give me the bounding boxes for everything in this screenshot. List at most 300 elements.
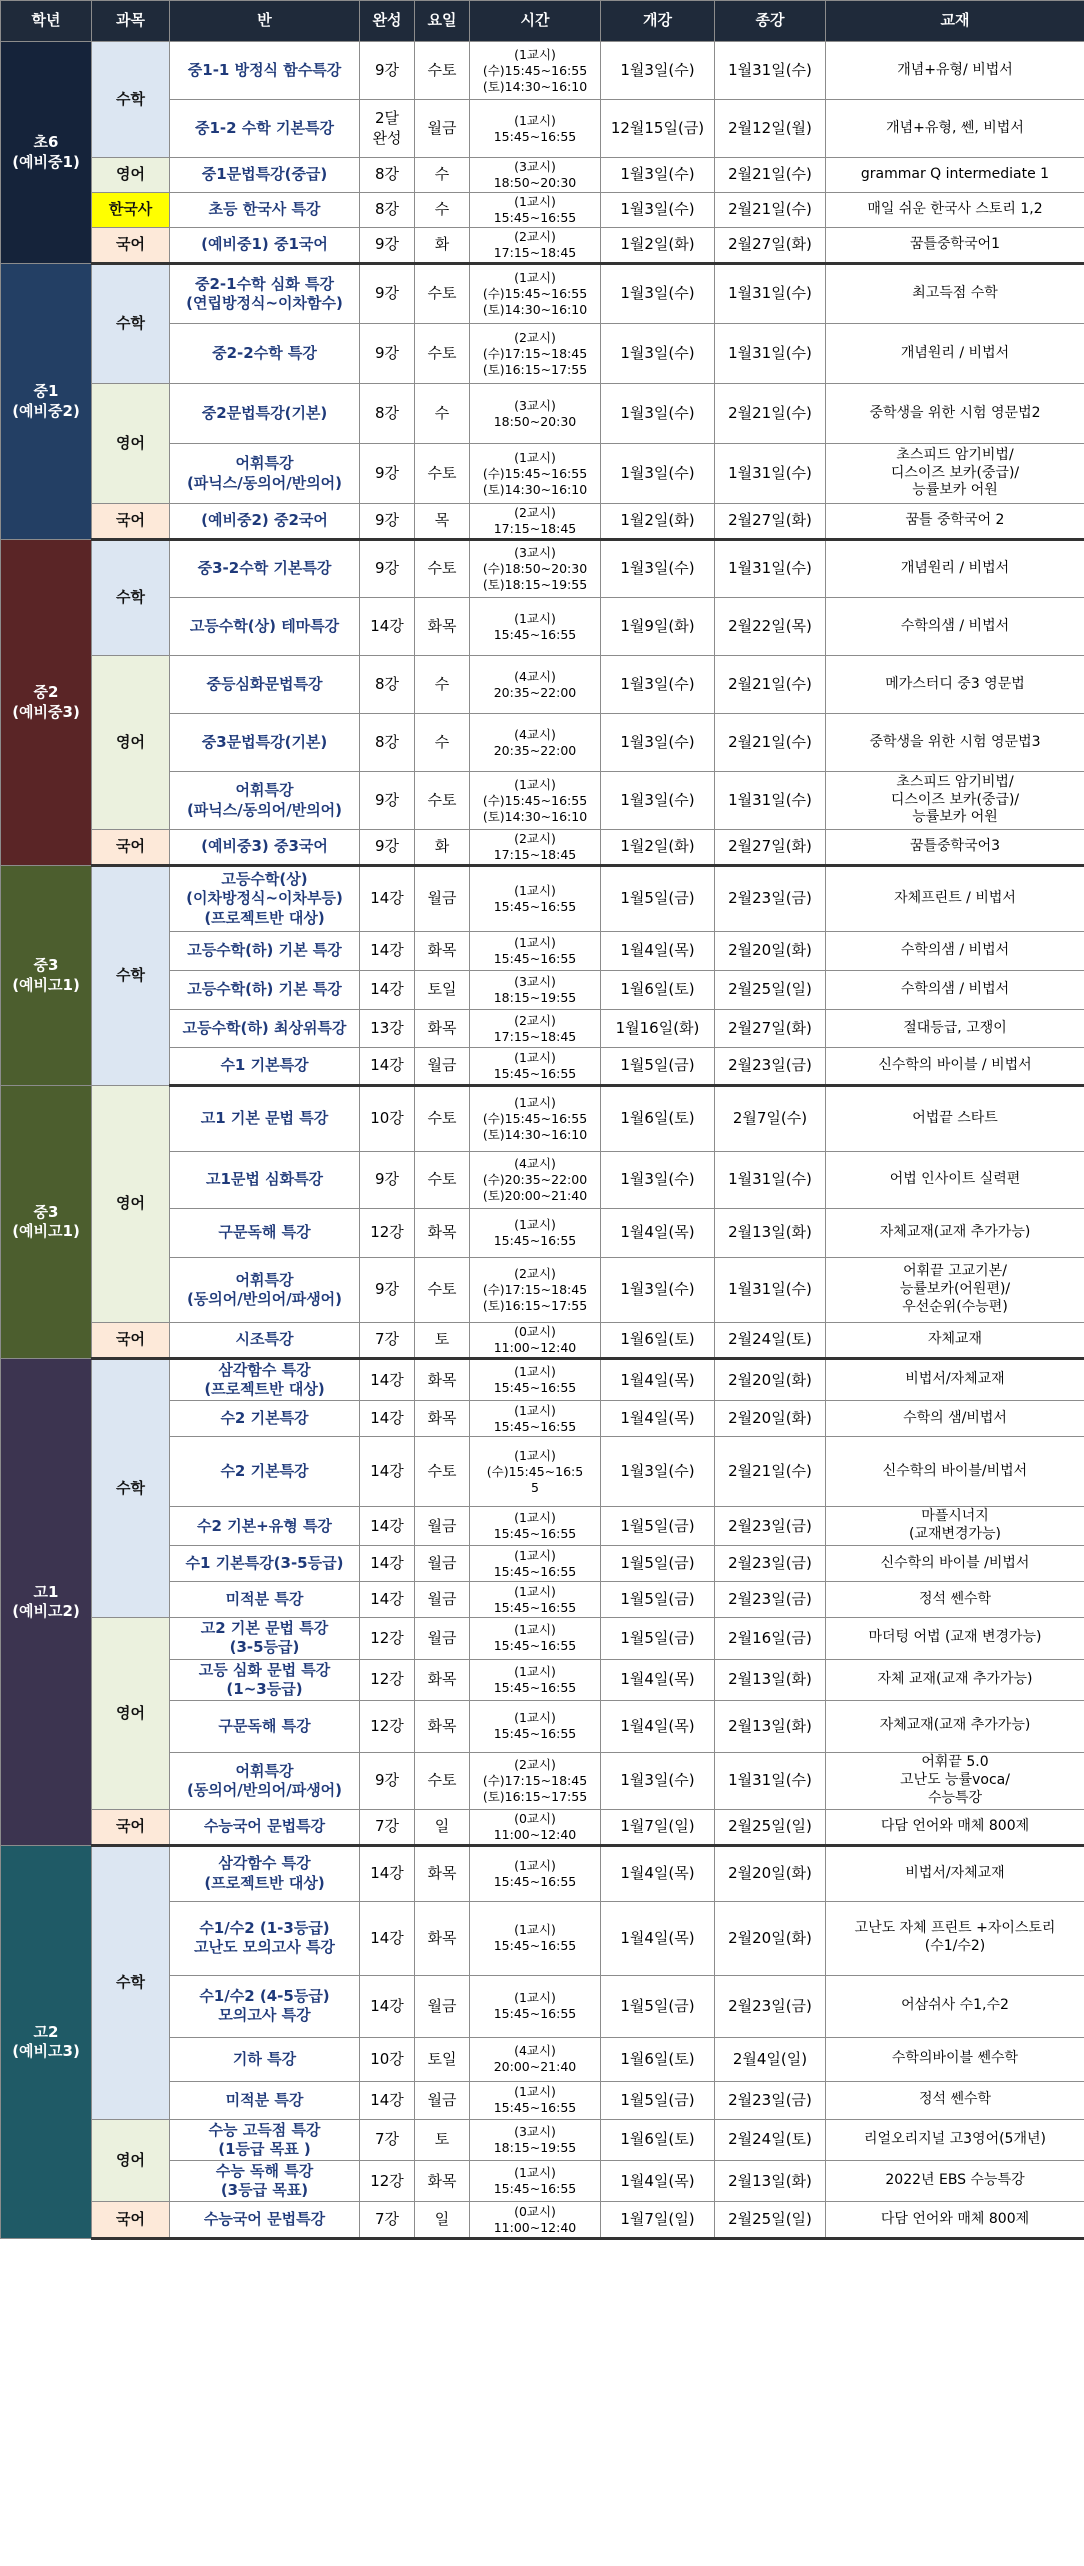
session-count-cell: 9강 [360,42,415,100]
class-name-cell: 중2-2수학 특강 [170,324,360,384]
textbook-cell: 개념원리 / 비법서 [826,540,1084,598]
weekday-cell: 토일 [415,971,470,1010]
session-count-cell: 14강 [360,866,415,932]
textbook-cell: 어법 인사이트 실력편 [826,1152,1084,1209]
textbook-cell: 개념+유형/ 비법서 [826,42,1084,100]
class-name-cell: 어휘특강 (파닉스/동의어/반의어) [170,444,360,504]
weekday-cell: 화목 [415,1359,470,1401]
end-date-cell: 2월27일(화) [715,1010,826,1048]
session-count-cell: 14강 [360,1048,415,1086]
table-row [1,193,1084,228]
weekday-cell: 일 [415,2202,470,2239]
textbook-cell: 개념원리 / 비법서 [826,324,1084,384]
time-cell: (2교시) (수)17:15~18:45 (토)16:15~17:55 [470,324,601,384]
start-date-cell: 1월2일(화) [601,228,715,264]
class-name-cell: 중2문법특강(기본) [170,384,360,444]
end-date-cell: 2월12일(월) [715,100,826,158]
start-date-cell: 1월4일(목) [601,1209,715,1258]
table-row [1,830,1084,866]
end-date-cell: 2월16일(금) [715,1618,826,1659]
table-row [1,1618,1084,1659]
class-name-cell: 고등수학(하) 기본 특강 [170,932,360,971]
start-date-cell: 1월3일(수) [601,444,715,504]
time-cell: (2교시) 17:15~18:45 [470,1010,601,1048]
class-name-cell: 고등수학(하) 최상위특강 [170,1010,360,1048]
end-date-cell: 2월13일(화) [715,1209,826,1258]
end-date-cell: 2월21일(수) [715,1437,826,1507]
time-cell: (4교시) 20:35~22:00 [470,656,601,714]
textbook-cell: 자체교재(교재 추가가능) [826,1700,1084,1752]
start-date-cell: 1월3일(수) [601,1752,715,1809]
end-date-cell: 2월20일(화) [715,932,826,971]
class-name-cell: 고등수학(상) (이차방정식~이차부등) (프로젝트반 대상) [170,866,360,932]
weekday-cell: 수토 [415,1258,470,1323]
weekday-cell: 화 [415,830,470,866]
textbook-cell: 매일 쉬운 한국사 스토리 1,2 [826,193,1084,228]
subject-cell: 수학 [92,866,170,1086]
textbook-cell: 꿈틀중학국어3 [826,830,1084,866]
session-count-cell: 12강 [360,1700,415,1752]
class-name-cell: 수2 기본특강 [170,1437,360,1507]
end-date-cell: 2월4일(일) [715,2037,826,2081]
session-count-cell: 14강 [360,932,415,971]
start-date-cell: 1월4일(목) [601,1700,715,1752]
weekday-cell: 수토 [415,540,470,598]
session-count-cell: 14강 [360,1437,415,1507]
schedule-body [1,42,1084,2239]
subject-cell: 국어 [92,228,170,264]
session-count-cell: 14강 [360,1975,415,2037]
table-row [1,1086,1084,1152]
end-date-cell: 2월20일(화) [715,1401,826,1437]
textbook-cell: 다담 언어와 매체 800제 [826,1809,1084,1845]
class-name-cell: 중3-2수학 기본특강 [170,540,360,598]
end-date-cell: 1월31일(수) [715,264,826,324]
end-date-cell: 2월23일(금) [715,1546,826,1582]
class-name-cell: 중1문법특강(중급) [170,158,360,193]
class-name-cell: 어휘특강 (동의어/반의어/파생어) [170,1258,360,1323]
table-row [1,866,1084,932]
session-count-cell: 9강 [360,228,415,264]
start-date-cell: 1월3일(수) [601,714,715,772]
session-count-cell: 14강 [360,1901,415,1975]
session-count-cell: 7강 [360,1809,415,1845]
class-name-cell: 어휘특강 (파닉스/동의어/반의어) [170,772,360,830]
start-date-cell: 1월2일(화) [601,504,715,540]
session-count-cell: 14강 [360,1546,415,1582]
textbook-cell: 비법서/자체교재 [826,1359,1084,1401]
end-date-cell: 2월20일(화) [715,1845,826,1901]
start-date-cell: 1월9일(화) [601,598,715,656]
textbook-cell: 자체교재(교재 추가가능) [826,1209,1084,1258]
end-date-cell: 2월13일(화) [715,1659,826,1700]
class-name-cell: 수1 기본특강 [170,1048,360,1086]
textbook-cell: 중학생을 위한 시험 영문법2 [826,384,1084,444]
start-date-cell: 1월3일(수) [601,540,715,598]
subject-cell: 국어 [92,1809,170,1845]
time-cell: (2교시) (수)17:15~18:45 (토)16:15~17:55 [470,1258,601,1323]
weekday-cell: 수 [415,384,470,444]
textbook-cell: 2022년 EBS 수능특강 [826,2161,1084,2202]
start-date-cell: 1월3일(수) [601,384,715,444]
end-date-cell: 2월23일(금) [715,866,826,932]
table-row [1,1845,1084,1901]
table-row [1,1323,1084,1359]
start-date-cell: 1월5일(금) [601,1582,715,1618]
table-row [1,264,1084,324]
session-count-cell: 9강 [360,264,415,324]
end-date-cell: 1월31일(수) [715,772,826,830]
time-cell: (1교시) (수)15:45~16:55 (토)14:30~16:10 [470,444,601,504]
start-date-cell: 1월2일(화) [601,830,715,866]
textbook-cell: 수학의 샘/비법서 [826,1401,1084,1437]
weekday-cell: 화 [415,228,470,264]
time-cell: (3교시) 18:50~20:30 [470,384,601,444]
session-count-cell: 8강 [360,384,415,444]
end-date-cell: 2월22일(목) [715,598,826,656]
end-date-cell: 2월13일(화) [715,2161,826,2202]
time-cell: (1교시) 15:45~16:55 [470,866,601,932]
weekday-cell: 월금 [415,2081,470,2119]
table-row [1,656,1084,714]
time-cell: (1교시) 15:45~16:55 [470,1209,601,1258]
session-count-cell: 7강 [360,1323,415,1359]
session-count-cell: 14강 [360,598,415,656]
weekday-cell: 수 [415,193,470,228]
class-name-cell: 수1 기본특강(3-5등급) [170,1546,360,1582]
end-date-cell: 2월24일(토) [715,2119,826,2160]
table-row [1,228,1084,264]
weekday-cell: 수토 [415,1437,470,1507]
weekday-cell: 수 [415,656,470,714]
end-date-cell: 1월31일(수) [715,324,826,384]
textbook-cell: 자체프린트 / 비법서 [826,866,1084,932]
class-name-cell: 기하 특강 [170,2037,360,2081]
weekday-cell: 화목 [415,1209,470,1258]
time-cell: (1교시) 15:45~16:55 [470,100,601,158]
start-date-cell: 1월6일(토) [601,1086,715,1152]
time-cell: (1교시) 15:45~16:55 [470,1700,601,1752]
time-cell: (1교시) 15:45~16:55 [470,1659,601,1700]
textbook-cell: 꿈틀중학국어1 [826,228,1084,264]
subject-cell: 수학 [92,264,170,384]
end-date-cell: 2월27일(화) [715,504,826,540]
textbook-cell: 어삼쉬사 수1,수2 [826,1975,1084,2037]
time-cell: (1교시) 15:45~16:55 [470,1618,601,1659]
start-date-cell: 1월3일(수) [601,1152,715,1209]
end-date-cell: 2월23일(금) [715,1507,826,1546]
time-cell: (1교시) 15:45~16:55 [470,1048,601,1086]
session-count-cell: 8강 [360,158,415,193]
end-date-cell: 2월13일(화) [715,1700,826,1752]
session-count-cell: 14강 [360,1582,415,1618]
start-date-cell: 1월4일(목) [601,932,715,971]
class-name-cell: 고2 기본 문법 특강 (3-5등급) [170,1618,360,1659]
start-date-cell: 1월5일(금) [601,1507,715,1546]
table-row [1,384,1084,444]
table-row [1,1809,1084,1845]
time-cell: (2교시) (수)17:15~18:45 (토)16:15~17:55 [470,1752,601,1809]
table-row [1,42,1084,100]
end-date-cell: 2월27일(화) [715,228,826,264]
class-name-cell: 삼각함수 특강 (프로젝트반 대상) [170,1845,360,1901]
end-date-cell: 2월25일(일) [715,1809,826,1845]
textbook-cell: 정석 쎈수학 [826,2081,1084,2119]
time-cell: (0교시) 11:00~12:40 [470,1323,601,1359]
end-date-cell: 2월24일(토) [715,1323,826,1359]
textbook-cell: grammar Q intermediate 1 [826,158,1084,193]
start-date-cell: 1월4일(목) [601,1901,715,1975]
weekday-cell: 수토 [415,42,470,100]
weekday-cell: 수토 [415,324,470,384]
time-cell: (1교시) 15:45~16:55 [470,932,601,971]
time-cell: (1교시) (수)15:45~16:55 (토)14:30~16:10 [470,264,601,324]
end-date-cell: 2월7일(수) [715,1086,826,1152]
header-class: 반 [170,1,360,42]
class-name-cell: 중2-1수학 심화 특강 (연립방정식~이차함수) [170,264,360,324]
time-cell: (1교시) 15:45~16:55 [470,2081,601,2119]
end-date-cell: 2월20일(화) [715,1359,826,1401]
weekday-cell: 수토 [415,1086,470,1152]
subject-cell: 수학 [92,1845,170,2119]
start-date-cell: 1월6일(토) [601,2037,715,2081]
header-days: 요일 [415,1,470,42]
start-date-cell: 12월15일(금) [601,100,715,158]
class-name-cell: 고1문법 심화특강 [170,1152,360,1209]
end-date-cell: 1월31일(수) [715,1152,826,1209]
header-grade: 학년 [1,1,92,42]
session-count-cell: 9강 [360,540,415,598]
class-name-cell: 미적분 특강 [170,2081,360,2119]
weekday-cell: 목 [415,504,470,540]
class-name-cell: (예비중2) 중2국어 [170,504,360,540]
weekday-cell: 월금 [415,866,470,932]
class-name-cell: 중1-1 방정식 함수특강 [170,42,360,100]
header-row [1,1,1084,42]
weekday-cell: 일 [415,1809,470,1845]
weekday-cell: 수 [415,714,470,772]
session-count-cell: 14강 [360,971,415,1010]
session-count-cell: 2달 완성 [360,100,415,158]
subject-cell: 국어 [92,504,170,540]
weekday-cell: 월금 [415,1546,470,1582]
start-date-cell: 1월5일(금) [601,1048,715,1086]
class-name-cell: 수능국어 문법특강 [170,2202,360,2239]
header-subject: 과목 [92,1,170,42]
weekday-cell: 수토 [415,1152,470,1209]
end-date-cell: 2월21일(수) [715,656,826,714]
weekday-cell: 수 [415,158,470,193]
session-count-cell: 13강 [360,1010,415,1048]
textbook-cell: 개념+유형, 쎈, 비법서 [826,100,1084,158]
session-count-cell: 12강 [360,2161,415,2202]
header-time: 시간 [470,1,601,42]
end-date-cell: 2월21일(수) [715,714,826,772]
subject-cell: 수학 [92,42,170,158]
time-cell: (1교시) 15:45~16:55 [470,1546,601,1582]
textbook-cell: 초스피드 암기비법/ 디스이즈 보카(중급)/ 능률보카 어원 [826,772,1084,830]
time-cell: (2교시) 17:15~18:45 [470,504,601,540]
time-cell: (1교시) 15:45~16:55 [470,1507,601,1546]
class-name-cell: 구문독해 특강 [170,1209,360,1258]
table-row [1,540,1084,598]
subject-cell: 수학 [92,1359,170,1618]
table-row [1,2202,1084,2239]
textbook-cell: 중학생을 위한 시험 영문법3 [826,714,1084,772]
table-row [1,1359,1084,1401]
class-name-cell: 구문독해 특강 [170,1700,360,1752]
end-date-cell: 2월23일(금) [715,1048,826,1086]
subject-cell: 영어 [92,384,170,504]
class-name-cell: (예비중3) 중3국어 [170,830,360,866]
class-name-cell: 수2 기본+유형 특강 [170,1507,360,1546]
end-date-cell: 2월23일(금) [715,1975,826,2037]
session-count-cell: 14강 [360,1401,415,1437]
end-date-cell: 2월23일(금) [715,2081,826,2119]
start-date-cell: 1월6일(토) [601,2119,715,2160]
time-cell: (3교시) (수)18:50~20:30 (토)18:15~19:55 [470,540,601,598]
session-count-cell: 9강 [360,772,415,830]
time-cell: (3교시) 18:15~19:55 [470,2119,601,2160]
grade-cell: 중3 (예비고1) [1,1086,92,1359]
class-name-cell: 중3문법특강(기본) [170,714,360,772]
weekday-cell: 화목 [415,932,470,971]
weekday-cell: 수토 [415,264,470,324]
time-cell: (4교시) 20:35~22:00 [470,714,601,772]
subject-cell: 수학 [92,540,170,656]
subject-cell: 영어 [92,1618,170,1809]
session-count-cell: 8강 [360,714,415,772]
weekday-cell: 토일 [415,2037,470,2081]
header-end: 종강 [715,1,826,42]
weekday-cell: 화목 [415,1010,470,1048]
start-date-cell: 1월3일(수) [601,42,715,100]
table-row [1,158,1084,193]
grade-cell: 고2 (예비고3) [1,1845,92,2239]
end-date-cell: 2월25일(일) [715,971,826,1010]
header-start: 개강 [601,1,715,42]
subject-cell: 영어 [92,2119,170,2202]
weekday-cell: 월금 [415,1582,470,1618]
weekday-cell: 수토 [415,1752,470,1809]
session-count-cell: 12강 [360,1659,415,1700]
textbook-cell: 신수학의 바이블 /비법서 [826,1546,1084,1582]
start-date-cell: 1월3일(수) [601,1258,715,1323]
subject-cell: 국어 [92,830,170,866]
weekday-cell: 토 [415,2119,470,2160]
textbook-cell: 최고득점 수학 [826,264,1084,324]
weekday-cell: 화목 [415,1901,470,1975]
session-count-cell: 14강 [360,1359,415,1401]
table-row [1,2119,1084,2160]
time-cell: (2교시) 17:15~18:45 [470,830,601,866]
weekday-cell: 월금 [415,100,470,158]
time-cell: (1교시) 15:45~16:55 [470,1582,601,1618]
subject-cell: 국어 [92,1323,170,1359]
class-name-cell: 중등심화문법특강 [170,656,360,714]
end-date-cell: 2월21일(수) [715,158,826,193]
class-name-cell: 고등수학(하) 기본 특강 [170,971,360,1010]
session-count-cell: 10강 [360,2037,415,2081]
session-count-cell: 9강 [360,830,415,866]
class-name-cell: 중1-2 수학 기본특강 [170,100,360,158]
class-name-cell: 수능국어 문법특강 [170,1809,360,1845]
textbook-cell: 초스피드 암기비법/ 디스이즈 보카(중급)/ 능률보카 어원 [826,444,1084,504]
subject-cell: 영어 [92,1086,170,1323]
start-date-cell: 1월5일(금) [601,1618,715,1659]
session-count-cell: 10강 [360,1086,415,1152]
textbook-cell: 리얼오리지널 고3영어(5개년) [826,2119,1084,2160]
end-date-cell: 2월27일(화) [715,830,826,866]
weekday-cell: 월금 [415,1975,470,2037]
class-name-cell: 미적분 특강 [170,1582,360,1618]
class-name-cell: (예비중1) 중1국어 [170,228,360,264]
textbook-cell: 수학의샘 / 비법서 [826,932,1084,971]
class-name-cell: 수2 기본특강 [170,1401,360,1437]
start-date-cell: 1월4일(목) [601,1359,715,1401]
grade-cell: 중3 (예비고1) [1,866,92,1086]
time-cell: (4교시) (수)20:35~22:00 (토)20:00~21:40 [470,1152,601,1209]
weekday-cell: 화목 [415,1845,470,1901]
session-count-cell: 9강 [360,1152,415,1209]
time-cell: (1교시) 15:45~16:55 [470,1975,601,2037]
end-date-cell: 1월31일(수) [715,444,826,504]
weekday-cell: 화목 [415,1700,470,1752]
subject-cell: 영어 [92,656,170,830]
start-date-cell: 1월7일(일) [601,2202,715,2239]
start-date-cell: 1월7일(일) [601,1809,715,1845]
start-date-cell: 1월4일(목) [601,2161,715,2202]
start-date-cell: 1월3일(수) [601,264,715,324]
textbook-cell: 수학의샘 / 비법서 [826,598,1084,656]
textbook-cell: 마더텅 어법 (교재 변경가능) [826,1618,1084,1659]
session-count-cell: 9강 [360,1258,415,1323]
textbook-cell: 꿈틀 중학국어 2 [826,504,1084,540]
textbook-cell: 수학의바이블 쎈수학 [826,2037,1084,2081]
grade-cell: 초6 (예비중1) [1,42,92,264]
weekday-cell: 월금 [415,1507,470,1546]
time-cell: (1교시) (수)15:45~16:55 (토)14:30~16:10 [470,42,601,100]
time-cell: (1교시) (수)15:45~16:55 (토)14:30~16:10 [470,772,601,830]
class-name-cell: 고등 심화 문법 특강 (1~3등급) [170,1659,360,1700]
weekday-cell: 화목 [415,1401,470,1437]
textbook-cell: 정석 쎈수학 [826,1582,1084,1618]
class-name-cell: 고등수학(상) 테마특강 [170,598,360,656]
time-cell: (1교시) 15:45~16:55 [470,193,601,228]
session-count-cell: 14강 [360,2081,415,2119]
session-count-cell: 7강 [360,2202,415,2239]
grade-cell: 고1 (예비고2) [1,1359,92,1846]
class-name-cell: 고1 기본 문법 특강 [170,1086,360,1152]
weekday-cell: 화목 [415,598,470,656]
time-cell: (2교시) 17:15~18:45 [470,228,601,264]
textbook-cell: 절대등급, 고쟁이 [826,1010,1084,1048]
time-cell: (4교시) 20:00~21:40 [470,2037,601,2081]
subject-cell: 영어 [92,158,170,193]
subject-cell: 국어 [92,2202,170,2239]
time-cell: (1교시) (수)15:45~16:5 5 [470,1437,601,1507]
start-date-cell: 1월5일(금) [601,2081,715,2119]
session-count-cell: 8강 [360,656,415,714]
class-name-cell: 수능 독해 특강 (3등급 목표) [170,2161,360,2202]
time-cell: (3교시) 18:50~20:30 [470,158,601,193]
class-name-cell: 수능 고득점 특강 (1등급 목표 ) [170,2119,360,2160]
textbook-cell: 신수학의 바이블/비법서 [826,1437,1084,1507]
textbook-cell: 어법끝 스타트 [826,1086,1084,1152]
header-count: 완성 [360,1,415,42]
end-date-cell: 2월21일(수) [715,193,826,228]
textbook-cell: 자체교재 [826,1323,1084,1359]
